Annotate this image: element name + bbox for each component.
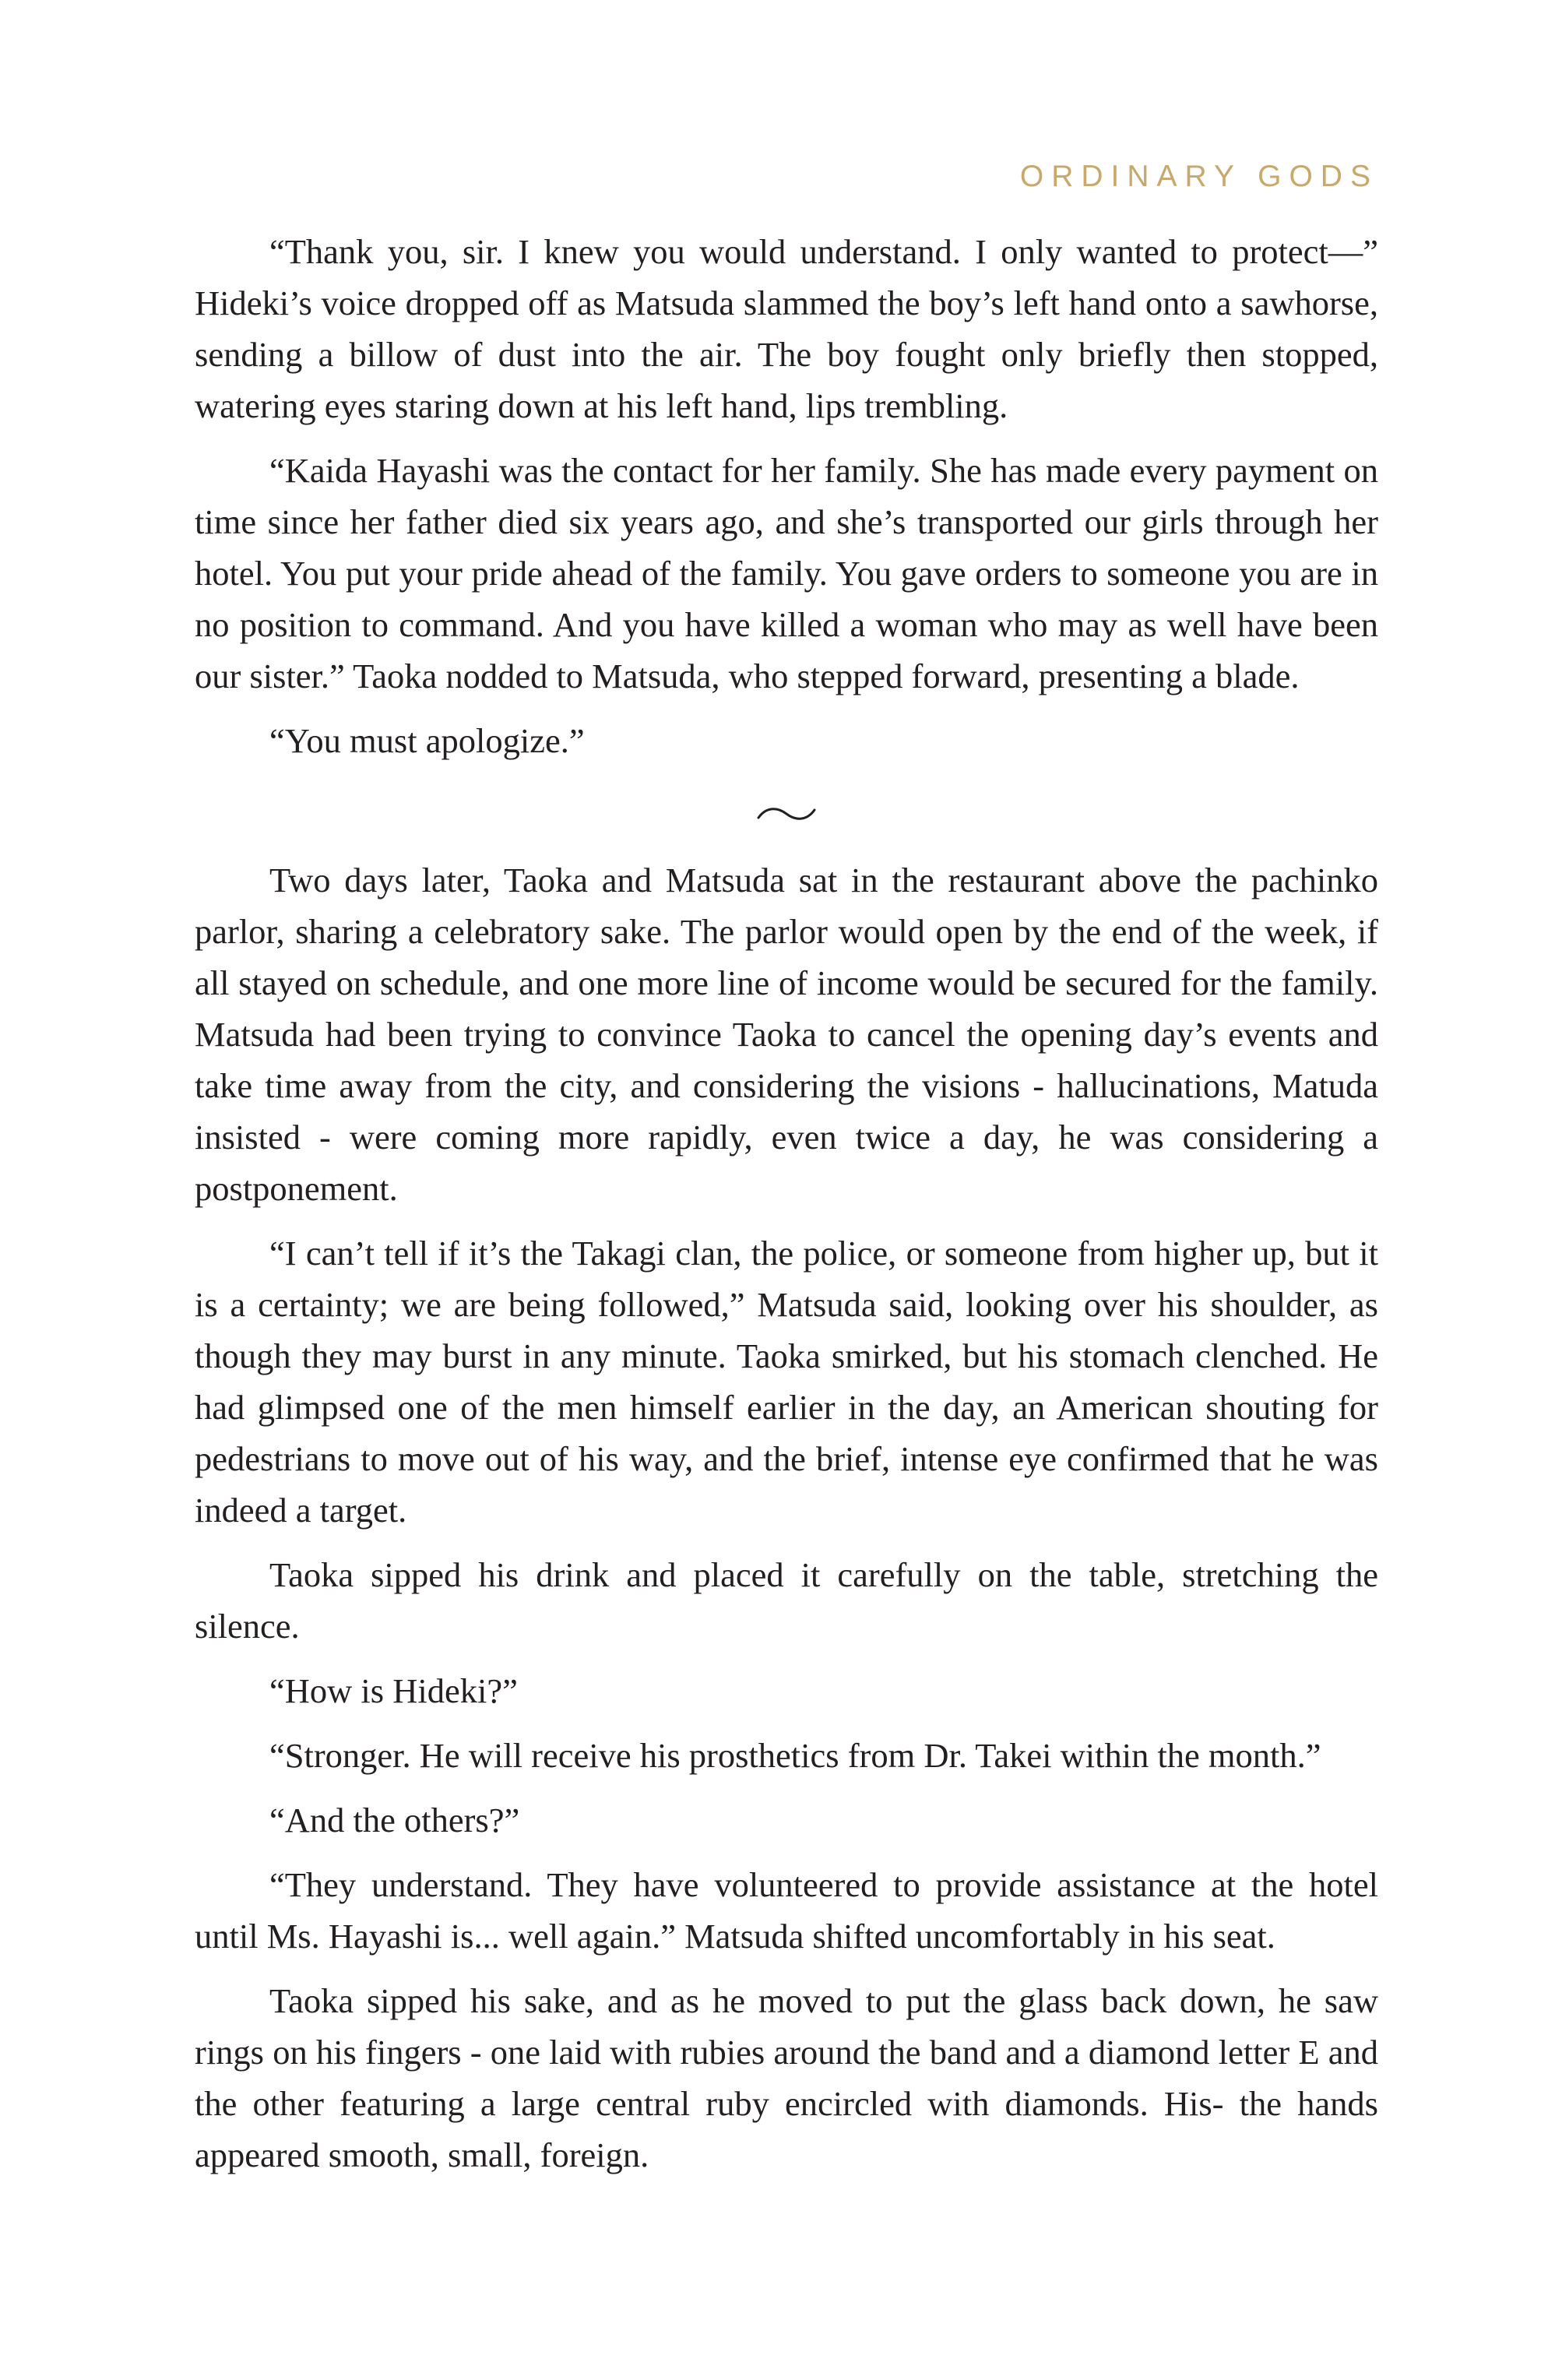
paragraph: Two days later, Taoka and Matsuda sat in the restaurant above the pachinko parlor, sharing a celebratory sake. The parlor would open by the end of the week, if all stayed on schedule, and one more line of income would be secured for the family. Matsuda had been trying to convince Taoka to cancel the opening day’s events and take time away from the city, and considering the visions - hallucinations, Matuda insisted - were coming more rapidly, even twice a day, he was considering a postponement. <box>195 861 1378 1208</box>
paragraph: Taoka sipped his sake, and as he moved to put the glass back down, he saw rings on his fingers - one laid with rubies around the band and a diamond letter E and the other featuring a large central ruby encircled with diamonds. His- the hands appeared smooth, small, foreign. <box>195 1981 1378 2174</box>
paragraph: “And the others?” <box>269 1801 520 1840</box>
tilde-ornament-icon <box>755 804 818 824</box>
body-text <box>195 226 1378 2194</box>
paragraph: “Kaida Hayashi was the contact for her family. She has made every payment on time since her father died six years ago, and she’s transported our girls through her hotel. You put your pride ahead of the family. You gave orders to someone you are in no position to command. And you have killed a woman who may as well have been our sister.” Taoka nodded to Matsuda, who stepped forward, presenting a blade. <box>195 451 1378 695</box>
running-head: ORDINARY GODS <box>1019 160 1378 193</box>
paragraph: “They understand. They have volunteered to provide assistance at the hotel until Ms. Hayashi is... well again.” Matsuda shifted uncomfortably in his seat. <box>195 1865 1378 1956</box>
paragraph: “Stronger. He will receive his prosthetics from Dr. Takei within the month.” <box>269 1736 1321 1775</box>
paragraph: “I can’t tell if it’s the Takagi clan, the police, or someone from higher up, but it is a certainty; we are being followed,” Matsuda said, looking over his shoulder, as though they may burst in any minute. Taoka smirked, but his stomach clenched. He had glimpsed one of the men himself earlier in the day, an American shouting for pedestrians to move out of his way, and the brief, intense eye confirmed that he was indeed a target. <box>195 1234 1378 1530</box>
paragraph: “How is Hideki?” <box>269 1671 518 1710</box>
paragraph: “Thank you, sir. I knew you would understand. I only wanted to protect—” Hideki’s voice dropped off as Matsuda slammed the boy’s left hand onto a sawhorse, sending a billow of dust into the air. The boy fought only briefly then stopped, watering eyes staring down at his left hand, lips trembling. <box>195 232 1378 425</box>
paragraph: “You must apologize.” <box>269 721 585 760</box>
scene-break <box>195 780 1378 848</box>
paragraph: Taoka sipped his drink and placed it carefully on the table, stretching the silence. <box>195 1555 1378 1646</box>
